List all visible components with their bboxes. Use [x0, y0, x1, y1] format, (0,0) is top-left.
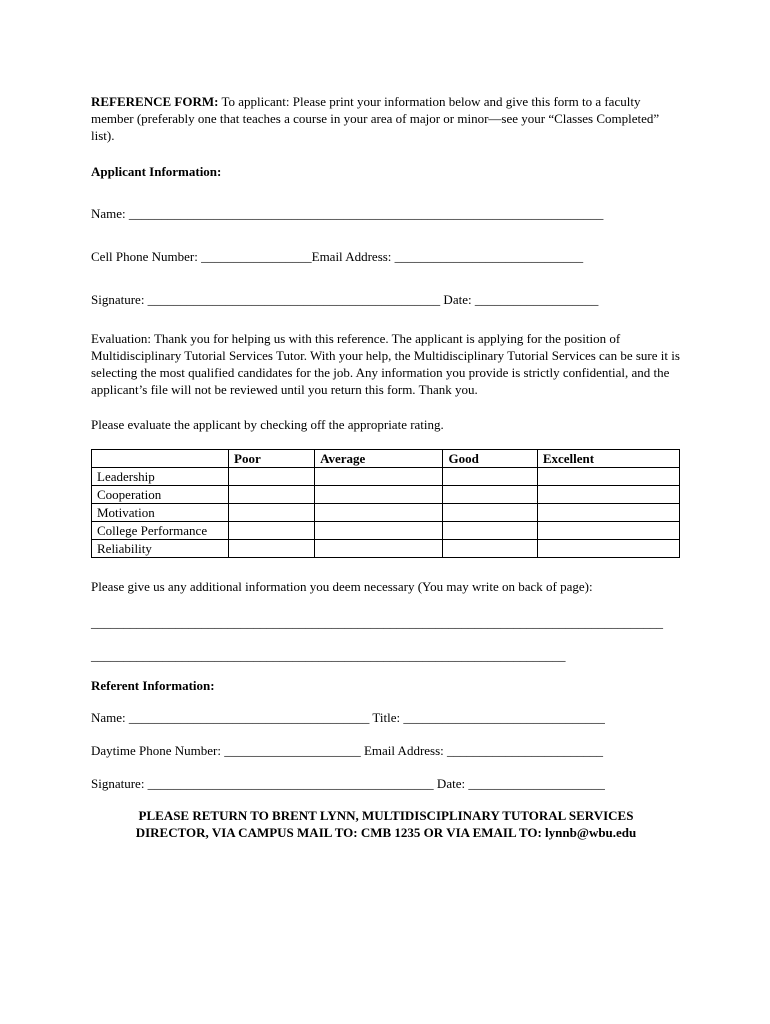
rating-row-label: Cooperation — [92, 486, 229, 504]
rating-header-blank — [92, 450, 229, 468]
rating-header-excellent: Excellent — [537, 450, 679, 468]
rating-row-cooperation — [92, 486, 680, 504]
rating-row-label: Reliability — [92, 540, 229, 558]
additional-info-line-2[interactable]: _________________________________________________________________________ — [91, 648, 566, 663]
form-title: REFERENCE FORM: — [91, 94, 219, 109]
rating-cell-average[interactable] — [315, 522, 443, 540]
rating-row-leadership — [92, 468, 680, 486]
applicant-heading-text: Applicant Information: — [91, 164, 222, 179]
rating-cell-good[interactable] — [443, 540, 537, 558]
rating-cell-poor[interactable] — [229, 504, 315, 522]
return-instructions-line-1: PLEASE RETURN TO BRENT LYNN, MULTIDISCIPLINARY TUTORAL SERVICES — [138, 808, 634, 823]
rating-cell-excellent[interactable] — [537, 468, 679, 486]
additional-info-prompt: Please give us any additional information you deem necessary (You may write on back of page): — [91, 579, 593, 594]
rating-cell-excellent[interactable] — [537, 504, 679, 522]
applicant-name-field[interactable]: Name: _________________________________________________________________________ — [91, 206, 604, 221]
applicant-heading — [91, 163, 221, 180]
rating-header-good: Good — [443, 450, 537, 468]
additional-info-line-1[interactable]: ________________________________________________________________________________________ — [91, 615, 663, 630]
rating-cell-good[interactable] — [443, 522, 537, 540]
rating-header-poor: Poor — [229, 450, 315, 468]
applicant-signature-field[interactable]: Signature: _____________________________________________ Date: ___________________ — [91, 292, 599, 307]
referent-heading-text: Referent Information: — [91, 678, 215, 693]
referent-name-title-field[interactable]: Name: _____________________________________ Title: _______________________________ — [91, 710, 605, 725]
rating-header-average: Average — [315, 450, 443, 468]
rating-row-college-performance — [92, 522, 680, 540]
rating-cell-excellent[interactable] — [537, 486, 679, 504]
intro-text: To applicant: Please print your information below and give this form to a faculty member (preferably one that teaches a course in your area of major or minor—see your “Classes Completed” list). — [91, 94, 660, 143]
rating-cell-average[interactable] — [315, 504, 443, 522]
return-instructions-line-2: DIRECTOR, VIA CAMPUS MAIL TO: CMB 1235 OR VIA EMAIL TO: lynnb@wbu.edu — [135, 825, 637, 840]
rating-cell-poor[interactable] — [229, 468, 315, 486]
rating-cell-good[interactable] — [443, 504, 537, 522]
rating-cell-good[interactable] — [443, 486, 537, 504]
rating-row-label: College Performance — [92, 522, 229, 540]
evaluation-instruction: Please evaluate the applicant by checking off the appropriate rating. — [91, 417, 444, 432]
rating-cell-poor[interactable] — [229, 540, 315, 558]
rating-cell-excellent[interactable] — [537, 522, 679, 540]
rating-cell-average[interactable] — [315, 468, 443, 486]
referent-phone-email-field[interactable]: Daytime Phone Number: _____________________ Email Address: ________________________ — [91, 743, 604, 758]
rating-cell-poor[interactable] — [229, 522, 315, 540]
intro-paragraph — [91, 93, 681, 144]
rating-cell-average[interactable] — [315, 540, 443, 558]
referent-heading — [91, 677, 215, 694]
referent-signature-field[interactable]: Signature: ____________________________________________ Date: _____________________ — [91, 776, 605, 791]
rating-cell-excellent[interactable] — [537, 540, 679, 558]
rating-row-reliability — [92, 540, 680, 558]
evaluation-paragraph: Evaluation: Thank you for helping us with this reference. The applicant is applying for the position of Multidisciplinary Tutorial Services Tutor. With your help, the Multidisciplinary Tutorial Services can be sure it is selecting the most qualified candidates for the job. Any information you provide is strictly confidential, and the applicant’s file will not be reviewed until you return this form. Thank you. — [91, 331, 680, 397]
rating-cell-poor[interactable] — [229, 486, 315, 504]
return-instructions — [91, 807, 681, 841]
applicant-phone-email-field[interactable]: Cell Phone Number: _________________Email Address: _____________________________ — [91, 249, 584, 264]
rating-row-motivation — [92, 504, 680, 522]
rating-cell-good[interactable] — [443, 468, 537, 486]
rating-table — [91, 449, 680, 558]
rating-header-row — [92, 450, 680, 468]
rating-row-label: Motivation — [92, 504, 229, 522]
rating-row-label: Leadership — [92, 468, 229, 486]
rating-cell-average[interactable] — [315, 486, 443, 504]
